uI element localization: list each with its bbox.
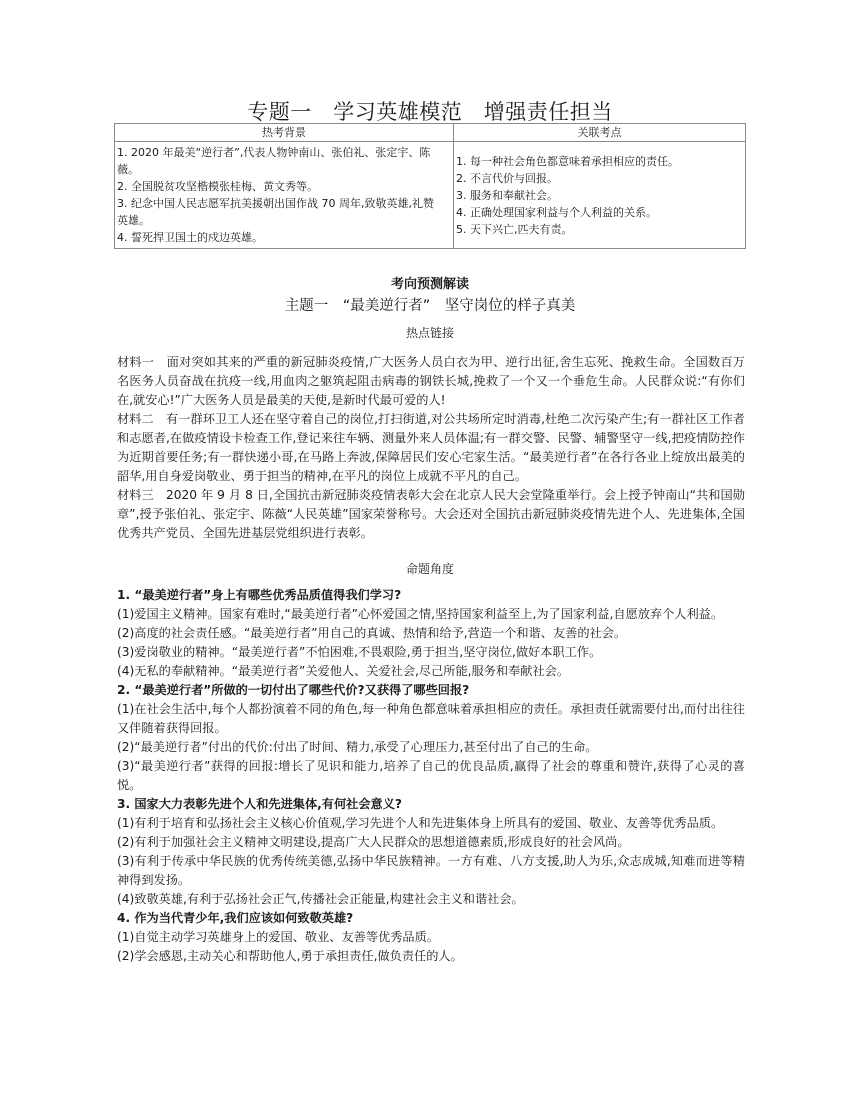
materials-block [117,353,745,543]
question-heading: 3. 国家大力表彰先进个人和先进集体,有何社会意义? [117,797,402,811]
material-paragraph: 材料三 2020 年 9 月 8 日,全国抗击新冠肺炎疫情表彰大会在北京人民大会堂隆重举行。会上授予钟南山“共和国勋章”,授予张伯礼、张定宇、陈薇“人民英雄”国家荣誉称号。大会还对全国抗击新冠肺炎疫情先进个人、先进集体,全国优秀共产党员、全国先进基层党组织进行表彰。 [117,488,745,540]
background-line: 4. 誓死捍卫国土的戍边英雄。 [117,231,263,244]
background-line: 薇。 [117,163,139,176]
background-line: 1. 2020 年最美“逆行者”,代表人物钟南山、张伯礼、张定宇、陈 [117,146,431,159]
answer-item: (3)“最美逆行者”获得的回报:增长了见识和能力,培养了自己的优良品质,赢得了社会的尊重和赞许,获得了心灵的喜悦。 [117,759,745,792]
hot-link-title: 热点链接 [405,326,454,340]
topic-title: 主题一 “最美逆行者” 坚守岗位的样子真美 [284,298,576,314]
answer-item: (2)学会感恩,主动关心和帮助他人,勇于承担责任,做负责任的人。 [117,949,463,963]
exam-point-line: 5. 天下兴亡,匹夫有责。 [456,222,573,236]
answer-item: (4)致敬英雄,有利于弘扬社会正气,传播社会正能量,构建社会主义和谐社会。 [117,892,524,906]
answer-item: (1)在社会生活中,每个人都扮演着不同的角色,每一种角色都意味着承担相应的责任。承担责任就需要付出,而付出往往又伴随着获得回报。 [117,702,745,735]
answer-item: (1)爱国主义精神。国家有难时,“最美逆行者”心怀爱国之情,坚持国家利益至上,为了国家利益,自愿放弃个人利益。 [117,607,724,621]
answer-item: (2)高度的社会责任感。“最美逆行者”用自己的真诚、热情和给予,营造一个和谐、友善的社会。 [117,626,627,640]
section-title: 考向预测解读 [390,277,469,292]
background-line: 2. 全国脱贫攻坚楷模张桂梅、黄文秀等。 [117,180,318,193]
angle-title: 命题角度 [405,562,454,576]
answer-item: (3)有利于传承中华民族的优秀传统美德,弘扬中华民族精神。一方有难、八方支援,助人为乐,众志成城,知难而进等精神得到发扬。 [117,854,745,887]
table-header-background: 热考背景 [115,124,454,142]
material-paragraph: 材料二 有一群环卫工人还在坚守着自己的岗位,打扫街道,对公共场所定时消毒,杜绝二次污染产生;有一群社区工作者和志愿者,在做疫情设卡检查工作,登记来往车辆、测量外来人员体温;有一群交警、民警、辅警坚守一线,把疫情防控作为近期首要任务;有一群快递小哥,在马路上奔波,保障居民们安心宅家生活。“最美逆行者”在各行各业上绽放出最美的韶华,用自身爱岗敬业、勇于担当的精神,在平凡的岗位上成就不平凡的自己。 [117,412,745,483]
exam-points-cell [454,142,746,249]
exam-point-line: 1. 每一种社会角色都意味着承担相应的责任。 [456,154,679,168]
material-paragraph: 材料一 面对突如其来的严重的新冠肺炎疫情,广大医务人员白衣为甲、逆行出征,舍生忘死、挽救生命。全国数百万名医务人员奋战在抗疫一线,用血肉之躯筑起阻击病毒的钢铁长城,挽救了一个又一个垂危生命。人民群众说:“有你们在,就安心!”广大医务人员是最美的天使,是新时代最可爱的人! [117,355,745,407]
exam-point-line: 3. 服务和奉献社会。 [456,188,558,202]
answer-item: (3)爱岗敬业的精神。“最美逆行者”不怕困难,不畏艰险,勇于担当,坚守岗位,做好本职工作。 [117,645,602,659]
answer-item: (2)“最美逆行者”付出的代价:付出了时间、精力,承受了心理压力,甚至付出了自己的生命。 [117,740,598,754]
background-cell [115,142,454,249]
page-title: 专题一 学习英雄模范 增强责任担当 [247,100,613,124]
questions-block [117,586,745,966]
exam-point-line: 4. 正确处理国家利益与个人利益的关系。 [456,205,657,219]
answer-item: (1)有利于培育和弘扬社会主义核心价值观,学习先进个人和先进集体身上所具有的爱国、敬业、友善等优秀品质。 [117,816,724,830]
answer-item: (1)自觉主动学习英雄身上的爱国、敬业、友善等优秀品质。 [117,930,439,944]
question-heading: 4. 作为当代青少年,我们应该如何致敬英雄? [117,911,354,925]
table-header-exam-points: 关联考点 [454,124,746,142]
background-line: 英雄。 [117,214,150,227]
background-line: 3. 纪念中国人民志愿军抗美援朝出国作战 70 周年,致敬英雄,礼赞 [117,197,434,210]
exam-point-line: 2. 不言代价与回报。 [456,171,558,185]
question-heading: 1. “最美逆行者”身上有哪些优秀品质值得我们学习? [117,588,402,602]
question-heading: 2. “最美逆行者”所做的一切付出了哪些代价?又获得了哪些回报? [117,683,470,697]
answer-item: (2)有利于加强社会主义精神文明建设,提高广大人民群众的思想道德素质,形成良好的社会风尚。 [117,835,630,849]
background-table [114,123,746,249]
answer-item: (4)无私的奉献精神。“最美逆行者”关爱他人、关爱社会,尽己所能,服务和奉献社会。 [117,664,570,678]
